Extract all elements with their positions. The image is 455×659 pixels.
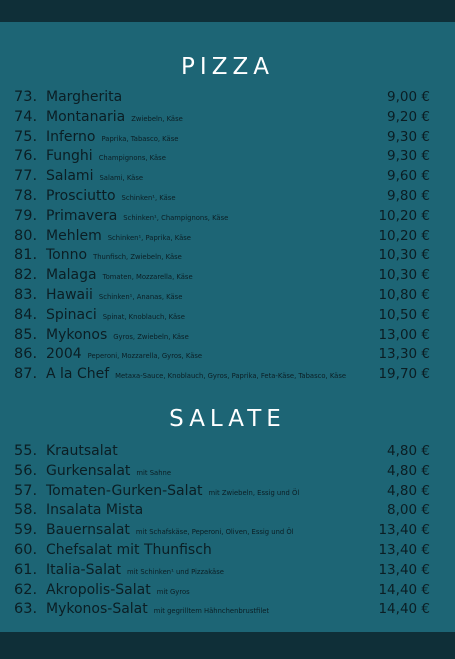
item-name: Malaga [46,267,97,284]
menu-item [14,522,430,542]
item-number: 79. [14,207,38,224]
menu-item [14,89,430,109]
item-price: 10,50 € [378,306,430,323]
menu-item [14,346,430,366]
item-name: Bauernsalat [46,522,130,539]
menu-item [14,267,430,287]
item-name: Mykonos [46,326,108,343]
item-description: mit Sahne [136,468,172,477]
item-name: Mehlem [46,227,102,244]
item-number: 86. [14,346,38,363]
item-number: 81. [14,247,38,264]
item-price: 10,20 € [378,207,430,224]
bottom-band [0,632,455,659]
item-name: Inferno [46,128,96,145]
item-name: Prosciutto [46,187,116,204]
menu-item [14,188,430,208]
menu-item [14,208,430,228]
item-name: Akropolis-Salat [46,581,151,598]
item-description: mit Schinken¹ und Pizzakäse [127,567,224,576]
item-number: 73. [14,89,38,105]
item-name: 2004 [46,346,82,363]
top-band [0,0,455,22]
item-price: 10,80 € [378,286,430,303]
item-description: Salami, Käse [99,174,144,183]
item-number: 56. [14,462,38,479]
item-price: 14,40 € [378,581,430,598]
item-description: mit Zwiebeln, Essig und Öl [208,488,300,497]
item-name: Tonno [46,247,88,264]
item-number: 63. [14,601,38,618]
item-name: Chefsalat mit Thunfisch [46,541,212,558]
menu-item [14,287,430,307]
item-description: Peperoni, Mozzarella, Gyros, Käse [87,352,203,361]
item-name: Tomaten-Gurken-Salat [46,482,203,499]
item-number: 62. [14,581,38,598]
item-name: Mykonos-Salat [46,601,148,618]
item-name: Gurkensalat [46,462,131,479]
item-description: Gyros, Zwiebeln, Käse [113,332,189,341]
salate-section-title: SALATE [169,406,286,432]
item-description: Zwiebeln, Käse [131,114,183,123]
menu-item [14,327,430,347]
item-price: 19,70 € [378,366,430,383]
menu-item [14,542,430,562]
salate-list [14,443,430,621]
item-price: 10,30 € [378,267,430,284]
item-description: mit Schafskäse, Peperoni, Oliven, Essig und Öl [135,528,294,537]
item-name: A la Chef [46,366,110,383]
item-name: Italia-Salat [46,561,122,578]
item-description: Metaxa-Sauce, Knoblauch, Gyros, Paprika, Feta-Käse, Tabasco, Käse [115,372,347,381]
item-price: 10,20 € [378,227,430,244]
item-description: mit Gyros [156,587,190,596]
item-name: Insalata Mista [46,502,144,519]
item-number: 76. [14,148,38,165]
item-name: Primavera [46,207,118,224]
item-price: 8,00 € [387,502,430,519]
item-name: Funghi [46,148,93,165]
menu-item [14,247,430,267]
pizza-list [14,89,430,386]
item-number: 57. [14,482,38,499]
menu-item [14,307,430,327]
menu-item [14,562,430,582]
item-number: 80. [14,227,38,244]
item-name: Margherita [46,89,123,105]
item-number: 55. [14,443,38,459]
item-description: Schinken¹, Champignons, Käse [123,213,229,222]
item-name: Krautsalat [46,443,118,459]
item-number: 87. [14,366,38,383]
item-description: Schinken¹, Ananas, Käse [98,292,183,301]
item-price: 13,40 € [378,561,430,578]
menu-item [14,168,430,188]
menu-item [14,582,430,602]
item-price: 9,30 € [387,148,430,165]
item-number: 82. [14,267,38,284]
item-description: Schinken¹, Käse [121,193,176,202]
menu-item [14,601,430,621]
item-name: Spinaci [46,306,97,323]
item-price: 4,80 € [387,482,430,499]
item-number: 61. [14,561,38,578]
item-name: Hawaii [46,286,93,303]
item-name: Salami [46,168,94,185]
menu-item [14,109,430,129]
item-number: 60. [14,541,38,558]
menu-item [14,463,430,483]
item-number: 78. [14,187,38,204]
item-price: 9,30 € [387,128,430,145]
item-number: 85. [14,326,38,343]
item-price: 9,00 € [387,89,430,105]
menu-item [14,366,430,386]
item-price: 13,00 € [378,326,430,343]
item-number: 84. [14,306,38,323]
menu-item [14,148,430,168]
item-description: Spinat, Knoblauch, Käse [102,312,185,321]
item-price: 10,30 € [378,247,430,264]
menu-item [14,443,430,463]
menu-item [14,228,430,248]
item-price: 9,80 € [387,187,430,204]
item-description: Schinken¹, Paprika, Käse [107,233,191,242]
item-number: 77. [14,168,38,185]
item-price: 13,40 € [378,541,430,558]
item-description: Paprika, Tabasco, Käse [101,134,179,143]
item-description: Thunfisch, Zwiebeln, Käse [93,253,182,262]
item-price: 4,80 € [387,462,430,479]
item-description: Tomaten, Mozzarella, Käse [102,273,193,282]
item-number: 58. [14,502,38,519]
item-description: Champignons, Käse [98,154,166,163]
item-number: 59. [14,522,38,539]
item-price: 9,20 € [387,108,430,125]
item-number: 75. [14,128,38,145]
item-price: 9,60 € [387,168,430,185]
item-price: 13,40 € [378,522,430,539]
item-price: 14,40 € [378,601,430,618]
menu-item [14,502,430,522]
menu-item [14,129,430,149]
item-price: 13,30 € [378,346,430,363]
item-price: 4,80 € [387,443,430,459]
item-number: 74. [14,108,38,125]
item-description: mit gegrilltem Hähnchenbrustfilet [153,607,270,616]
item-name: Montanaria [46,108,126,125]
menu-item [14,483,430,503]
item-number: 83. [14,286,38,303]
pizza-section-title: PIZZA [181,54,274,80]
